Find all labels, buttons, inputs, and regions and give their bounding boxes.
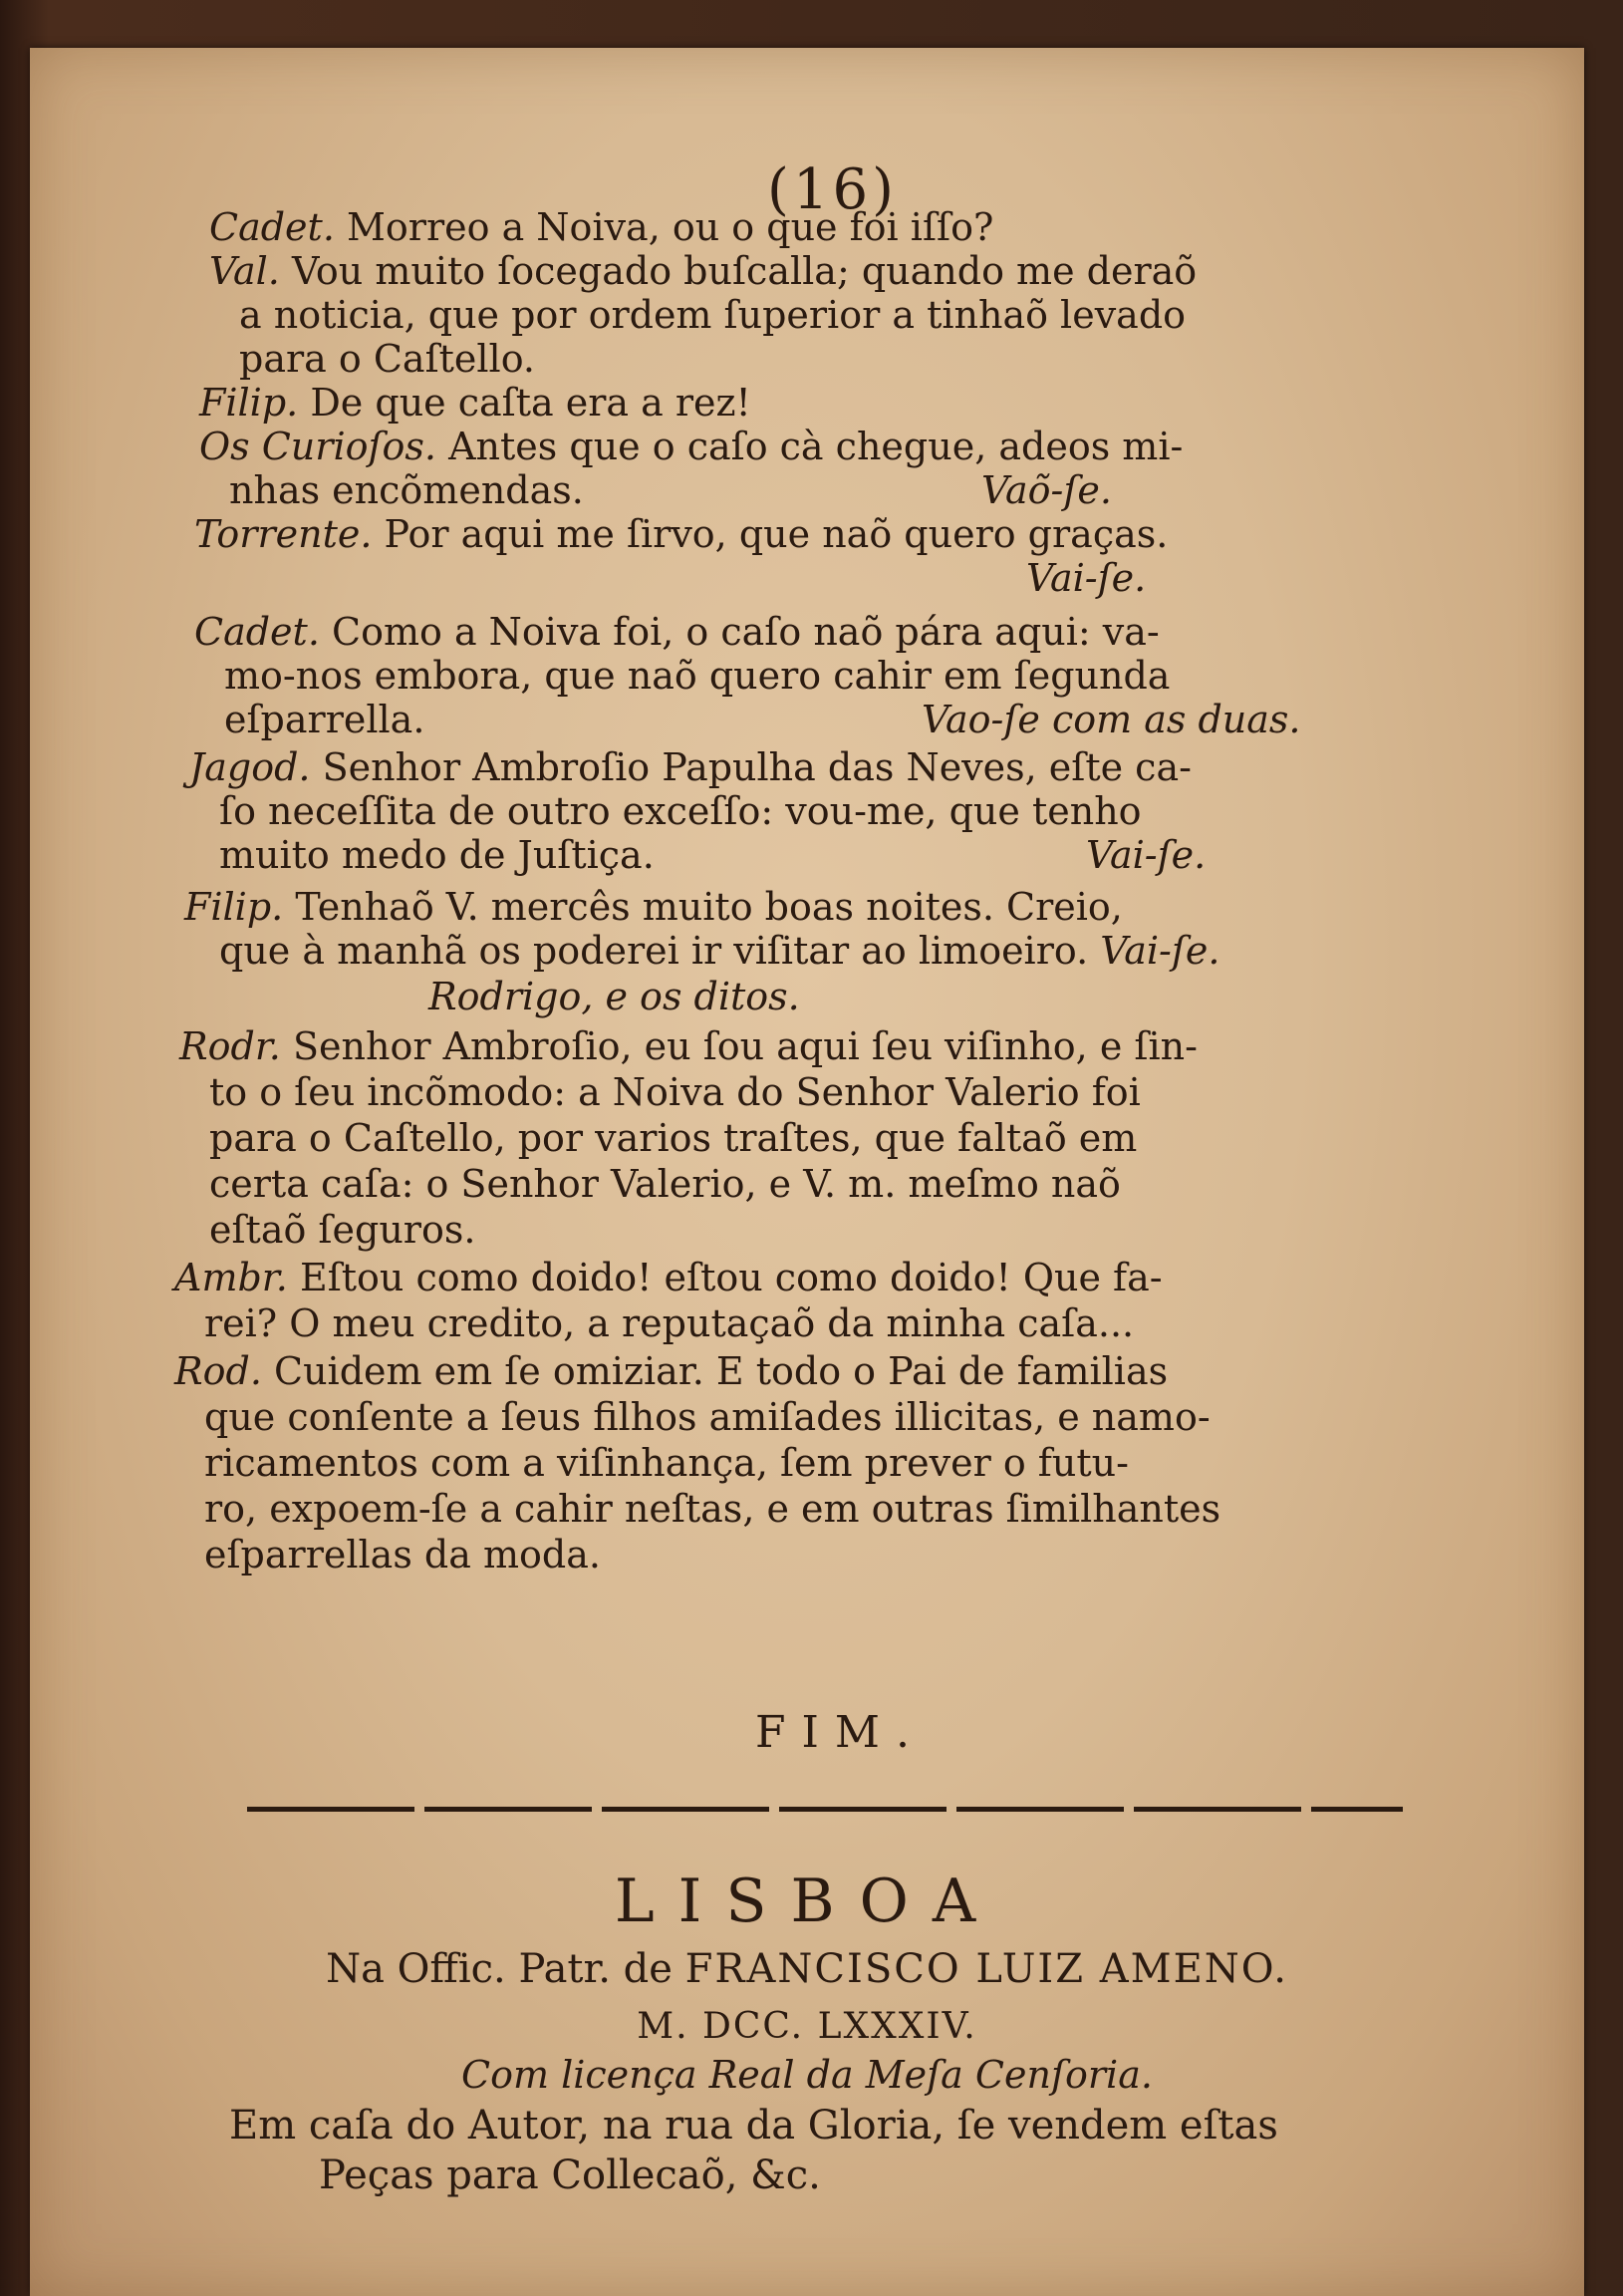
dialogue-line [194,512,1168,556]
line-text: Cuidem em ſe omiziar. E todo o Pai de familias [274,1349,1169,1393]
dialogue-line [209,1116,1137,1160]
line-text: muito medo de Juſtiça. [219,833,655,877]
dialogue-line [239,293,1186,337]
line-text: eſparrella. [224,698,425,741]
line-text: Por aqui me ſirvo, que naõ quero graças. [384,512,1169,556]
line-text: Vou muito ſocegado buſcalla; quando me deraõ [291,249,1198,293]
line-text: Senhor Ambroſio Papulha das Neves, eſte ca- [322,745,1192,789]
line-text: eſtaõ ſeguros. [209,1208,476,1252]
line-text: De que caſta era a rez! [310,381,751,425]
stage-direction: Vai-ſe. [1100,929,1220,973]
stage-direction: Vaõ-ſe. [981,468,1112,512]
dialogue-line [219,833,655,877]
dialogue-line [229,468,584,512]
dialogue-line [204,1301,1134,1345]
stage-direction: Vai-ſe. [1086,833,1207,877]
line-text: Tenhaõ V. mercês muito boas noites. Creio, [295,885,1123,929]
dialogue-line [209,249,1197,293]
dialogue-line [209,1162,1121,1206]
printer-prefix: Na Offic. Patr. de [326,1946,673,1992]
dialogue-line [199,381,751,425]
dialogue-line [239,337,535,381]
dialogue-line [209,1208,475,1252]
imprint-licence: Com licença Real da Meſa Cenſoria. [461,2053,1153,2097]
line-text: Como a Noiva foi, o caſo naõ pára aqui: va- [332,610,1160,654]
line-text: ſo neceſſita de outro exceſſo: vou-me, que tenho [219,789,1142,833]
dialogue-line [204,1487,1220,1531]
dialogue-line [179,1024,1198,1068]
page-number: (16) [767,157,898,222]
speaker-name: Rodr. [179,1024,281,1068]
line-text: ro, expoem-ſe a cahir neſtas, e em outras ſimilhantes [204,1487,1221,1531]
line-text: ricamentos com a viſinhança, ſem prever o futu- [204,1441,1129,1485]
line-text: certa caſa: o Senhor Valerio, e V. m. meſmo naõ [209,1162,1121,1206]
dialogue-line [189,745,1192,789]
line-text: to o ſeu incõmodo: a Noiva do Senhor Valerio foi [209,1070,1141,1114]
line-text: eſparrellas da moda. [204,1533,601,1577]
stage-direction: Vai-ſe. [1026,556,1147,600]
line-text: para o Caſtello, por varios traſtes, que faltaõ em [209,1116,1138,1160]
speaker-name: Val. [209,249,280,293]
stage-direction: Rodrigo, e os ditos. [428,975,800,1018]
dialogue-line [204,1395,1211,1439]
speaker-name: Cadet. [209,205,335,249]
line-text: mo-nos embora, que naõ quero cahir em ſegunda [224,654,1171,698]
dialogue-line [209,205,993,249]
divider-rule [247,1807,1403,1812]
dialogue-line [174,1256,1163,1299]
dialogue-line [209,1070,1141,1114]
dialogue-line [224,654,1170,698]
line-text: que conſente a ſeus filhos amiſades illicitas, e namo- [204,1395,1211,1439]
dialogue-line [184,885,1123,929]
speaker-name: Jagod. [189,745,311,789]
imprint-printer [30,1946,1584,1992]
dialogue-line [194,610,1160,654]
imprint-city: LISBOA [614,1866,1000,1936]
imprint-year: M. DCC. LXXXIV. [637,2006,977,2047]
book-page [30,48,1584,2296]
line-text: Antes que o caſo cà chegue, adeos mi- [448,425,1184,468]
speaker-name: Cadet. [194,610,320,654]
dialogue-line [219,789,1142,833]
line-text: Morreo a Noiva, ou o que foi iſſo? [347,205,994,249]
line-text: Senhor Ambroſio, eu ſou aqui ſeu viſinho, e ſin- [292,1024,1198,1068]
dialogue-line [199,425,1183,468]
imprint-sale-line-2: Peças para Collecaõ, &c. [319,2152,821,2198]
imprint-sale-line-1: Em caſa do Autor, na rua da Gloria, ſe vendem eſtas [229,2103,1278,2149]
printer-name: FRANCISCO LUIZ AMENO. [684,1946,1288,1992]
speaker-name: Filip. [199,381,299,425]
speaker-name: Os Curioſos. [199,425,437,468]
dialogue-line [204,1441,1129,1485]
speaker-name: Ambr. [174,1256,288,1299]
dialogue-line [204,1533,601,1577]
fim-heading: FIM. [755,1707,926,1758]
speaker-name: Rod. [174,1349,262,1393]
speaker-name: Torrente. [194,512,373,556]
stage-direction: Vao-ſe com as duas. [922,698,1301,741]
speaker-name: Filip. [184,885,284,929]
dialogue-line [224,698,424,741]
line-text: a noticia, que por ordem ſuperior a tinhaõ levado [239,293,1187,337]
line-text: para o Caſtello. [239,337,535,381]
line-text: nhas encõmendas. [229,468,584,512]
line-text: que à manhã os poderei ir viſitar ao limoeiro. [219,929,1089,973]
line-text: Eſtou como doido! eſtou como doido! Que fa- [299,1256,1163,1299]
dialogue-line [219,929,1220,973]
line-text: rei? O meu credito, a reputaçaõ da minha caſa... [204,1301,1135,1345]
dialogue-line [174,1349,1168,1393]
